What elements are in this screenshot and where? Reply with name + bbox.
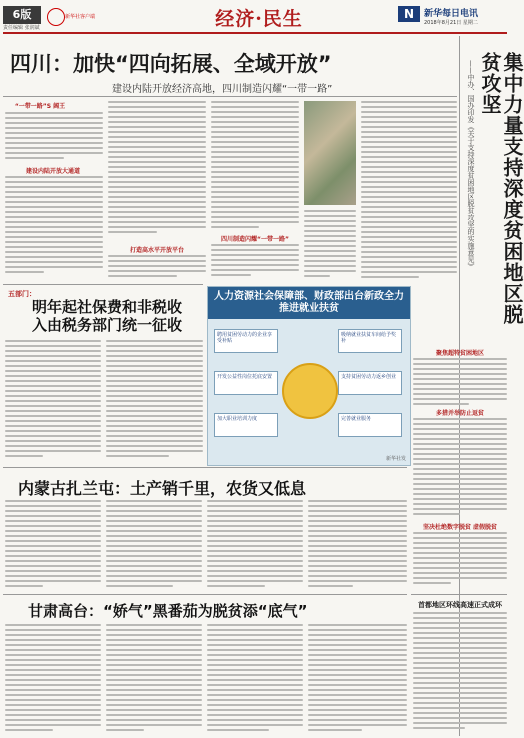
main-subheadline: 建设内陆开放经济高地，四川制造闪耀“一带一路” [112,84,333,95]
paper-logo: N [398,6,420,22]
main-headline: 四川：加快“四向拓展、全域开放” [10,52,332,76]
infographic-title: 人力资源社会保障部、财政部出台新政全力推进就业扶贫 [208,287,410,319]
article-text [5,500,101,590]
article-text [211,101,299,231]
box-heading-3: 四川制造闪耀“一带一路” [221,236,289,243]
infographic-item: 聘用贫困劳动力的企业享受补贴 [214,329,278,353]
article-text [5,176,103,278]
box-heading-2: 打造高水平开放平台 [129,247,184,254]
right-head-4: 首都地区环线高速正式成环 [418,601,502,609]
article-text [207,624,303,734]
article-text [361,101,457,281]
article-text [413,612,507,732]
sidebar-subtitle: ——中办、国办印发《关于支持深度贫困地区脱贫攻坚的实施意见》 [467,60,475,270]
page-number-badge: 6版 [3,6,41,24]
section-title: 经济·民生 [215,8,303,30]
main-story-photo [304,101,356,205]
header-rule [3,32,507,34]
rule [3,96,457,97]
story-two-kicker: 五部门： [8,290,36,298]
article-text [211,244,299,280]
article-text [413,358,507,408]
article-text [207,500,303,590]
infographic-item: 支持贫困劳动力返乡创业 [338,371,402,395]
xinhua-client-icon [47,8,65,26]
article-text [5,112,103,164]
rule [411,594,507,595]
story-two-headline: 明年起社保费和非税收入由税务部门统一征收 [32,298,183,334]
box-heading-1: 建设内陆开放大通道 [25,168,80,175]
article-text [106,340,203,458]
article-text [308,500,407,590]
infographic-item: 完善就业服务 [338,413,402,437]
side-head: “一带一路”S 阔王 [14,103,66,110]
employment-infographic [207,286,411,466]
article-text [304,210,356,280]
story-three-headline: 内蒙古扎兰屯：土产销千里，农货又低息 [18,479,307,498]
article-text [5,340,101,458]
right-head-2: 多措并举防止返贫 [435,410,484,417]
source-label: 新华社客户端 [65,14,96,20]
article-text [106,624,202,734]
infographic-item: 开发公益性岗位托底安置 [214,371,278,395]
rule [3,467,407,468]
article-text [106,500,202,590]
infographic-item: 吸纳就业扶贫车间给予奖补 [338,329,402,353]
infographic-center-emblem [282,363,338,419]
infographic-item: 加大职业培训力度 [214,413,278,437]
issue-date: 2018年8月21日 星期二 [424,20,478,26]
rule [3,284,203,285]
page-editor: 责任编辑 张润斌 [3,25,40,31]
rule [3,594,407,595]
right-head-1: 聚焦超特贫困地区 [435,350,484,357]
article-text [413,532,507,590]
article-text [5,624,101,734]
article-text [108,101,206,241]
right-head-3: 坚决杜绝数字脱贫 虚假脱贫 [422,524,498,531]
story-four-headline: 甘肃高台：“娇气”黑番茄为脱贫添“底气” [28,602,308,620]
infographic-credit: 新华社发 [385,456,406,462]
article-text [108,255,206,281]
paper-name: 新华每日电讯 [424,9,479,19]
sidebar-title: 集中力量支持深度贫困地区脱贫攻坚 [478,52,524,325]
article-text [413,418,507,520]
article-text [308,624,407,734]
